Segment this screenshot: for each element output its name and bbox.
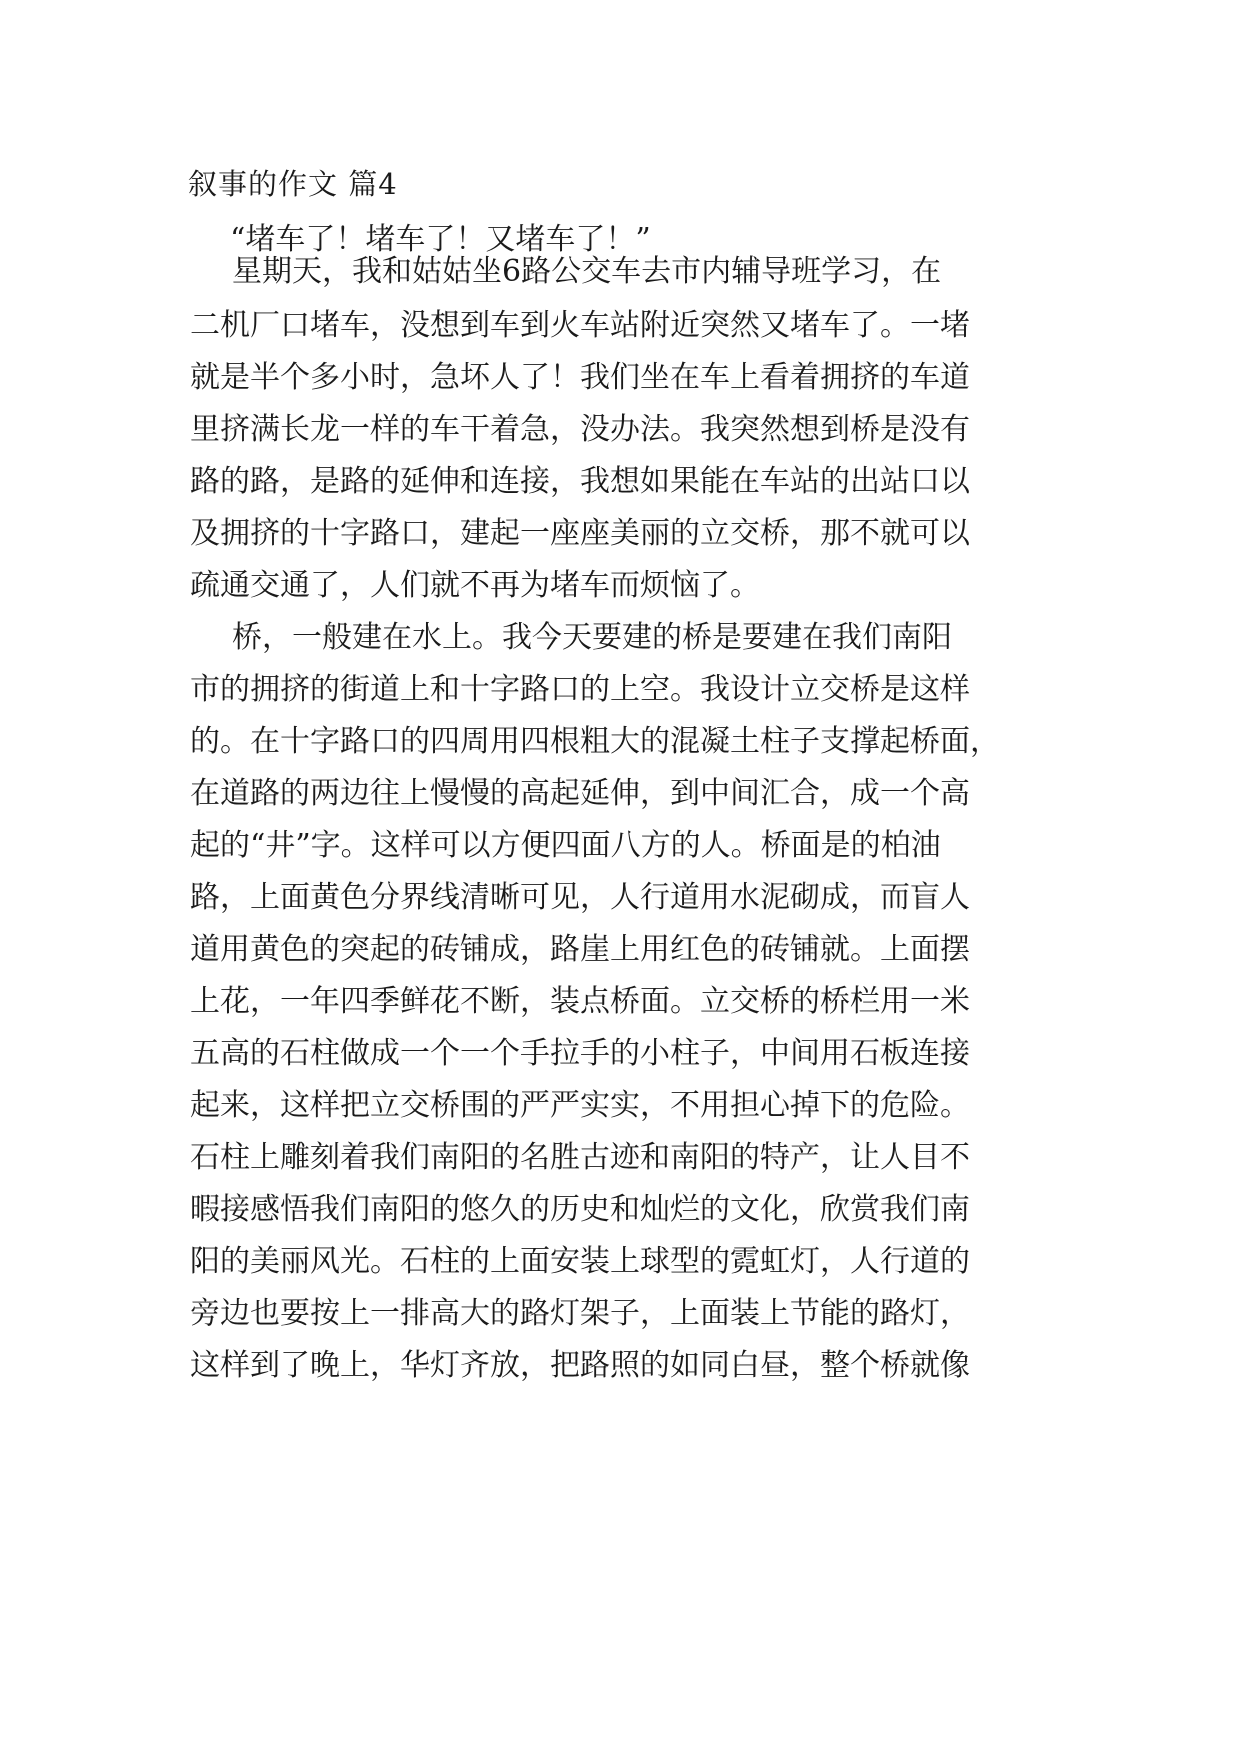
text-line: 起的“井”字。这样可以方便四面八方的人。桥面是的柏油 xyxy=(190,828,941,863)
text-line: 暇接感悟我们南阳的悠久的历史和灿烂的文化，欣赏我们南 xyxy=(190,1192,970,1227)
text-line: 这样到了晚上，华灯齐放，把路照的如同白昼，整个桥就像 xyxy=(190,1348,970,1383)
text-line: 路，上面黄色分界线清晰可见，人行道用水泥砌成，而盲人 xyxy=(190,880,970,915)
text-line: 疏通交通了，人们就不再为堵车而烦恼了。 xyxy=(190,568,760,603)
text-line: 里挤满长龙一样的车干着急，没办法。我突然想到桥是没有 xyxy=(190,412,970,447)
text-line: 二机厂口堵车，没想到车到火车站附近突然又堵车了。一堵 xyxy=(190,308,970,343)
text-line: 星期天，我和姑姑坐6路公交车去市内辅导班学习，在 xyxy=(232,254,942,289)
text-line: 道用黄色的突起的砖铺成，路崖上用红色的砖铺就。上面摆 xyxy=(190,932,970,967)
text-line: 阳的美丽风光。石柱的上面安装上球型的霓虹灯，人行道的 xyxy=(190,1244,970,1279)
text-line: 五高的石柱做成一个一个手拉手的小柱子，中间用石板连接 xyxy=(190,1036,970,1071)
text-line: 路的路，是路的延伸和连接，我想如果能在车站的出站口以 xyxy=(190,464,970,499)
text-line: 石柱上雕刻着我们南阳的名胜古迹和南阳的特产，让人目不 xyxy=(190,1140,970,1175)
document-heading: 叙事的作文 篇4 xyxy=(188,167,398,201)
text-line: “堵车了！堵车了！又堵车了！” xyxy=(230,222,651,257)
text-line: 的。在十字路口的四周用四根粗大的混凝土柱子支撑起桥面， xyxy=(190,724,1000,759)
text-line: 桥，一般建在水上。我今天要建的桥是要建在我们南阳 xyxy=(232,620,952,655)
text-line: 起来，这样把立交桥围的严严实实，不用担心掉下的危险。 xyxy=(190,1088,970,1123)
text-line: 就是半个多小时，急坏人了！我们坐在车上看着拥挤的车道 xyxy=(190,360,970,395)
text-line: 在道路的两边往上慢慢的高起延伸，到中间汇合，成一个高 xyxy=(190,776,970,811)
text-line: 上花，一年四季鲜花不断，装点桥面。立交桥的桥栏用一米 xyxy=(190,984,970,1019)
text-line: 及拥挤的十字路口，建起一座座美丽的立交桥，那不就可以 xyxy=(190,516,970,551)
text-line: 旁边也要按上一排高大的路灯架子，上面装上节能的路灯， xyxy=(190,1296,970,1331)
text-line: 市的拥挤的街道上和十字路口的上空。我设计立交桥是这样 xyxy=(190,672,970,707)
